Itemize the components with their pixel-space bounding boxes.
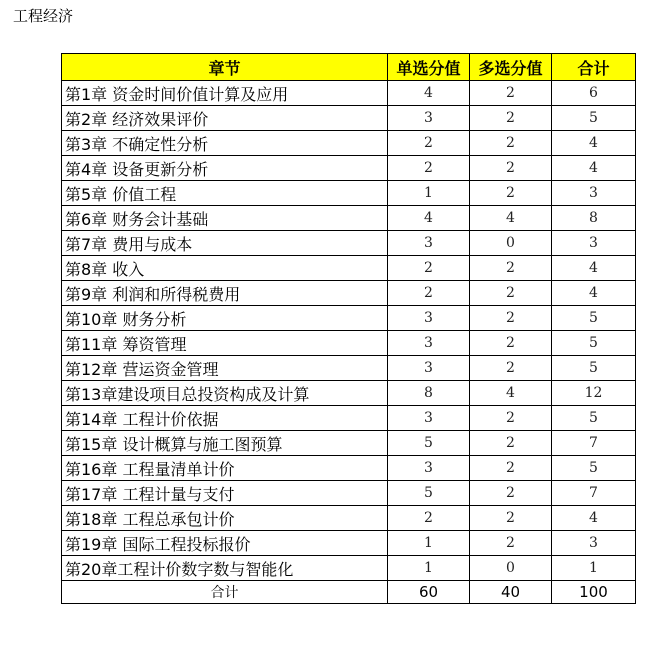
single-score-cell: 1 [388, 181, 470, 206]
header-chapter: 章节 [62, 54, 388, 81]
multi-score-cell: 2 [470, 531, 552, 556]
chapter-cell: 第7章 费用与成本 [62, 231, 388, 256]
total-multi-score: 40 [470, 581, 552, 604]
single-score-cell: 3 [388, 331, 470, 356]
total-score-cell: 5 [552, 106, 636, 131]
table-row [62, 556, 636, 581]
multi-score-cell: 2 [470, 331, 552, 356]
total-score-cell: 3 [552, 531, 636, 556]
multi-score-cell: 2 [470, 306, 552, 331]
total-score-cell: 7 [552, 481, 636, 506]
table-row [62, 331, 636, 356]
table-row [62, 131, 636, 156]
total-score-cell: 4 [552, 131, 636, 156]
total-score-cell: 7 [552, 431, 636, 456]
total-score-cell: 4 [552, 506, 636, 531]
multi-score-cell: 2 [470, 106, 552, 131]
chapter-cell: 第17章 工程计量与支付 [62, 481, 388, 506]
chapter-cell: 第1章 资金时间价值计算及应用 [62, 81, 388, 106]
total-score-cell: 12 [552, 381, 636, 406]
table-row [62, 256, 636, 281]
chapter-cell: 第15章 设计概算与施工图预算 [62, 431, 388, 456]
header-single-score: 单选分值 [388, 54, 470, 81]
single-score-cell: 1 [388, 556, 470, 581]
multi-score-cell: 2 [470, 131, 552, 156]
chapter-cell: 第8章 收入 [62, 256, 388, 281]
chapter-cell: 第13章建设项目总投资构成及计算 [62, 381, 388, 406]
header-total: 合计 [552, 54, 636, 81]
single-score-cell: 4 [388, 81, 470, 106]
total-score-cell: 4 [552, 281, 636, 306]
table-row [62, 231, 636, 256]
total-score-cell: 1 [552, 556, 636, 581]
chapter-cell: 第11章 筹资管理 [62, 331, 388, 356]
total-score-cell: 4 [552, 156, 636, 181]
single-score-cell: 3 [388, 406, 470, 431]
total-row [62, 581, 636, 604]
table-row [62, 206, 636, 231]
total-score-cell: 6 [552, 81, 636, 106]
multi-score-cell: 2 [470, 456, 552, 481]
total-score: 100 [552, 581, 636, 604]
table-row [62, 281, 636, 306]
table-row [62, 356, 636, 381]
multi-score-cell: 2 [470, 506, 552, 531]
table-row [62, 456, 636, 481]
single-score-cell: 2 [388, 256, 470, 281]
total-score-cell: 5 [552, 356, 636, 381]
table-row [62, 106, 636, 131]
single-score-cell: 3 [388, 356, 470, 381]
chapter-cell: 第6章 财务会计基础 [62, 206, 388, 231]
total-score-cell: 8 [552, 206, 636, 231]
table-row [62, 531, 636, 556]
chapter-cell: 第20章工程计价数字数与智能化 [62, 556, 388, 581]
chapter-cell: 第16章 工程量清单计价 [62, 456, 388, 481]
table-row [62, 406, 636, 431]
multi-score-cell: 2 [470, 181, 552, 206]
total-score-cell: 5 [552, 456, 636, 481]
single-score-cell: 2 [388, 131, 470, 156]
table-row [62, 506, 636, 531]
chapter-cell: 第5章 价值工程 [62, 181, 388, 206]
table-row [62, 306, 636, 331]
single-score-cell: 5 [388, 481, 470, 506]
page-title: 工程经济 [13, 7, 74, 25]
multi-score-cell: 0 [470, 556, 552, 581]
chapter-cell: 第2章 经济效果评价 [62, 106, 388, 131]
chapter-cell: 第3章 不确定性分析 [62, 131, 388, 156]
single-score-cell: 3 [388, 306, 470, 331]
multi-score-cell: 2 [470, 256, 552, 281]
table-header-row [62, 54, 636, 81]
multi-score-cell: 2 [470, 156, 552, 181]
single-score-cell: 2 [388, 506, 470, 531]
single-score-cell: 3 [388, 231, 470, 256]
chapter-cell: 第18章 工程总承包计价 [62, 506, 388, 531]
table-row [62, 156, 636, 181]
total-single-score: 60 [388, 581, 470, 604]
header-multi-score: 多选分值 [470, 54, 552, 81]
multi-score-cell: 2 [470, 431, 552, 456]
multi-score-cell: 2 [470, 481, 552, 506]
chapter-cell: 第4章 设备更新分析 [62, 156, 388, 181]
single-score-cell: 3 [388, 106, 470, 131]
table-row [62, 381, 636, 406]
total-label: 合计 [62, 581, 388, 604]
single-score-cell: 5 [388, 431, 470, 456]
score-table [61, 53, 636, 604]
single-score-cell: 1 [388, 531, 470, 556]
table-row [62, 181, 636, 206]
chapter-cell: 第9章 利润和所得税费用 [62, 281, 388, 306]
multi-score-cell: 2 [470, 81, 552, 106]
chapter-cell: 第10章 财务分析 [62, 306, 388, 331]
total-score-cell: 5 [552, 306, 636, 331]
multi-score-cell: 2 [470, 356, 552, 381]
chapter-cell: 第12章 营运资金管理 [62, 356, 388, 381]
multi-score-cell: 0 [470, 231, 552, 256]
total-score-cell: 3 [552, 181, 636, 206]
single-score-cell: 8 [388, 381, 470, 406]
single-score-cell: 4 [388, 206, 470, 231]
total-score-cell: 3 [552, 231, 636, 256]
single-score-cell: 2 [388, 281, 470, 306]
multi-score-cell: 2 [470, 406, 552, 431]
chapter-cell: 第14章 工程计价依据 [62, 406, 388, 431]
single-score-cell: 2 [388, 156, 470, 181]
multi-score-cell: 4 [470, 381, 552, 406]
total-score-cell: 5 [552, 406, 636, 431]
total-score-cell: 4 [552, 256, 636, 281]
total-score-cell: 5 [552, 331, 636, 356]
table-body [62, 81, 636, 581]
table-row [62, 81, 636, 106]
table-row [62, 431, 636, 456]
single-score-cell: 3 [388, 456, 470, 481]
chapter-cell: 第19章 国际工程投标报价 [62, 531, 388, 556]
multi-score-cell: 4 [470, 206, 552, 231]
multi-score-cell: 2 [470, 281, 552, 306]
table-row [62, 481, 636, 506]
